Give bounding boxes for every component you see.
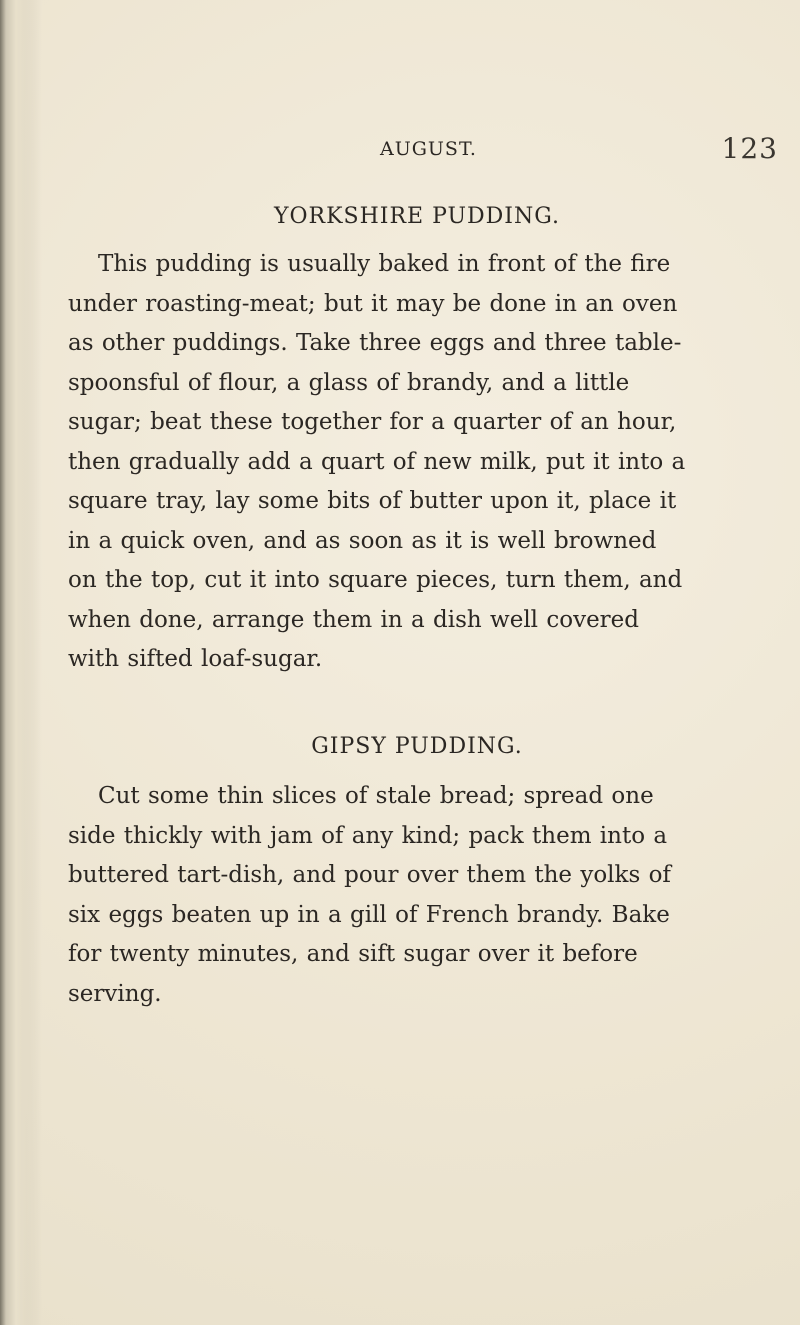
recipe-title-gipsy-pudding: GIPSY PUDDING. [311, 734, 523, 759]
text-line: sugar; beat these together for a quarter of an hour, [68, 409, 677, 435]
recipe-body-gipsy-pudding [68, 777, 768, 1014]
recipe-body-yorkshire-pudding [68, 245, 768, 680]
text-line: spoonsful of flour, a glass of brandy, and a little [68, 369, 630, 396]
text-line: serving. [68, 980, 162, 1007]
text-line: when done, arrange them in a dish well covered [68, 606, 640, 633]
text-line: square tray, lay some bits of butter upon it, place it [68, 488, 677, 514]
text-line: as other puddings. Take three eggs and three table- [68, 330, 682, 356]
text-line: six eggs beaten up in a gill of French brandy. Bake [68, 901, 670, 928]
text-line: then gradually add a quart of new milk, put it into a [68, 448, 686, 475]
recipe-title-yorkshire-pudding: YORKSHIRE PUDDING. [273, 204, 561, 229]
text-line: on the top, cut it into square pieces, turn them, and [68, 567, 683, 593]
running-head [0, 132, 800, 168]
text-line: Cut some thin slices of stale bread; spread one [98, 783, 654, 809]
text-line: in a quick oven, and as soon as it is well browned [68, 527, 657, 554]
text-line: buttered tart-dish, and pour over them the yolks of [68, 862, 671, 888]
page-binding-shadow [0, 0, 40, 1325]
text-line: side thickly with jam of any kind; pack them into a [68, 822, 668, 849]
text-line: for twenty minutes, and sift sugar over it before [68, 941, 638, 967]
running-title: AUGUST. [380, 138, 477, 160]
page-number: 123 [721, 132, 778, 165]
text-line: under roasting-meat; but it may be done in an oven [68, 290, 678, 317]
text-line: with sifted loaf-sugar. [68, 646, 323, 672]
text-line: This pudding is usually baked in front of the fire [98, 251, 671, 277]
